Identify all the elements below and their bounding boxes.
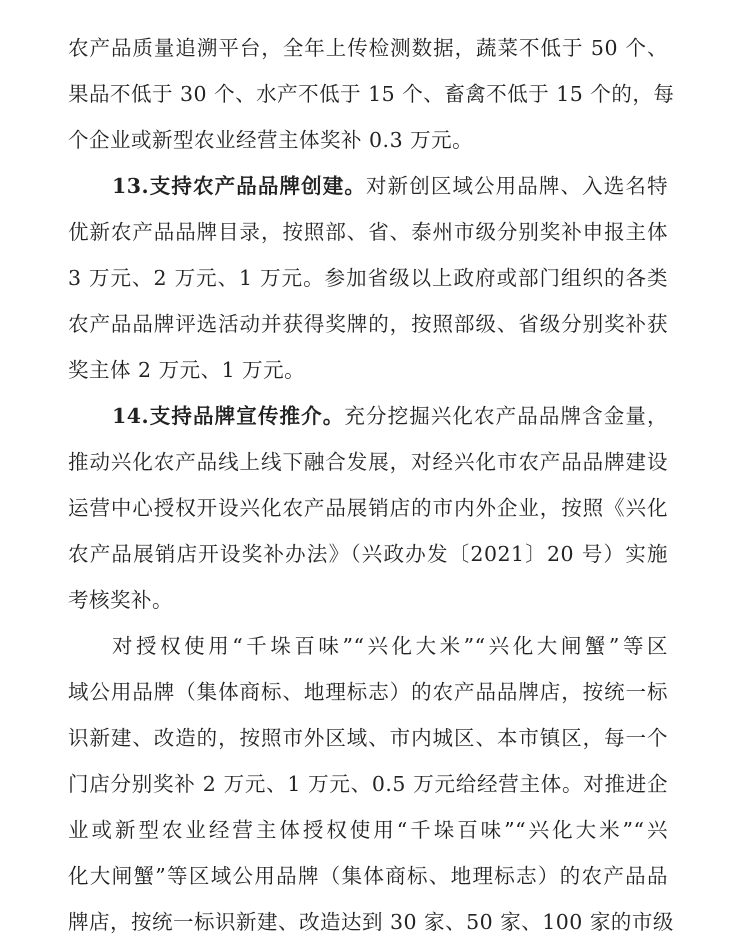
text-line: 识新建、改造的，按照市外区域、市内城区、本市镇区，每一个 bbox=[68, 726, 668, 750]
text-line: 奖主体 2 万元、1 万元。 bbox=[68, 358, 306, 382]
text-line: 果品不低于 30 个、水产不低于 15 个、畜禽不低于 15 个的，每 bbox=[68, 82, 675, 106]
section-14-first-line: 14.支持品牌宣传推介。充分挖掘兴化农产品品牌含金量， bbox=[112, 404, 668, 428]
text-line: 3 万元、2 万元、1 万元。参加省级以上政府或部门组织的各类 bbox=[68, 266, 668, 290]
section-heading: 13.支持农产品品牌创建。 bbox=[112, 174, 366, 198]
text-line: 运营中心授权开设兴化农产品展销店的市内外企业，按照《兴化 bbox=[68, 496, 668, 520]
text-line: 农产品质量追溯平台，全年上传检测数据，蔬菜不低于 50 个、 bbox=[68, 36, 668, 60]
text-line: 推动兴化农产品线上线下融合发展，对经兴化市农产品品牌建设 bbox=[68, 450, 668, 474]
text-line: 农产品品牌评选活动并获得奖牌的，按照部级、省级分别奖补获 bbox=[68, 312, 668, 336]
text-line: 化大闸蟹”等区域公用品牌（集体商标、地理标志）的农产品品 bbox=[68, 864, 668, 888]
section-13-first-line: 13.支持农产品品牌创建。对新创区域公用品牌、入选名特 bbox=[112, 174, 668, 198]
section-heading: 14.支持品牌宣传推介。 bbox=[112, 404, 345, 428]
paragraph-first-line: 对授权使用“千垛百味”“兴化大米”“兴化大闸蟹”等区 bbox=[112, 634, 668, 658]
text-line: 门店分别奖补 2 万元、1 万元、0.5 万元给经营主体。对推进企 bbox=[68, 772, 668, 796]
text-line: 考核奖补。 bbox=[68, 588, 173, 612]
text-line: 农产品展销店开设奖补办法》（兴政办发〔2021〕20 号）实施 bbox=[68, 542, 668, 566]
text-line: 优新农产品品牌目录，按照部、省、泰州市级分别奖补申报主体 bbox=[68, 220, 668, 244]
text-line: 牌店，按统一标识新建、改造达到 30 家、50 家、100 家的市级 bbox=[68, 910, 674, 934]
text-line: 个企业或新型农业经营主体奖补 0.3 万元。 bbox=[68, 128, 474, 152]
text-line: 域公用品牌（集体商标、地理标志）的农产品品牌店，按统一标 bbox=[68, 680, 668, 704]
text-line: 业或新型农业经营主体授权使用“千垛百味”“兴化大米”“兴 bbox=[68, 818, 668, 842]
